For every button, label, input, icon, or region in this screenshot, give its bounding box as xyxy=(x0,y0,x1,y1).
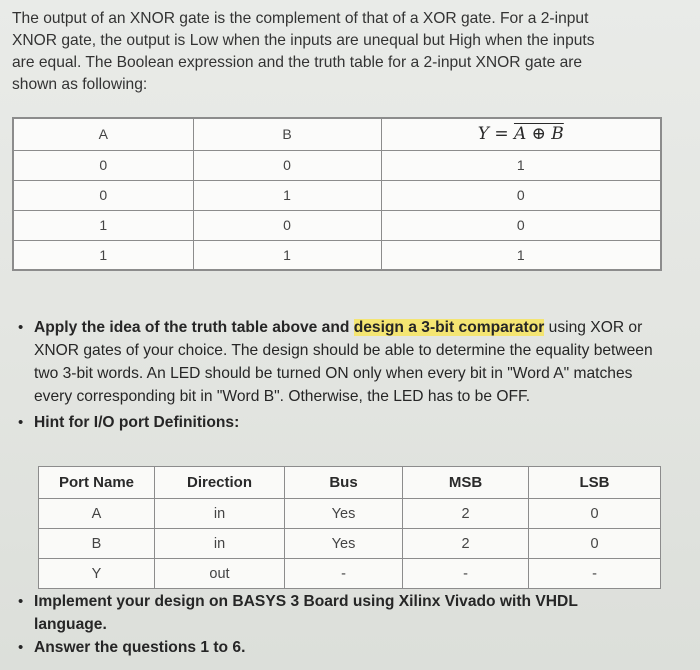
cell: 1 xyxy=(13,210,193,240)
io-table-header xyxy=(39,467,661,499)
bullet-text: Hint for I/O port Definitions: xyxy=(34,414,240,431)
intro-line: are equal. The Boolean expression and the truth table for a 2-input XNOR gate are xyxy=(12,54,583,71)
truth-table-header xyxy=(13,118,661,150)
intro-line: XNOR gate, the output is Low when the inputs are unequal but High when the inputs xyxy=(12,32,595,49)
formula-xnor-expression: A ⊕ B xyxy=(513,124,564,145)
cell: 0 xyxy=(13,180,193,210)
header-cell: Bus xyxy=(285,467,403,499)
bullet-text: language. xyxy=(34,616,107,633)
bullet-text: using XOR or XNOR gates of your choice. The design should be able to determine the equality between two 3-bit words. An LED should be turned ON only when every bit in "Word A" matches every corresponding bit in "Word B". Otherwise, the LED has to be OFF. xyxy=(34,319,653,405)
cell: in xyxy=(155,499,285,529)
bullet-implement xyxy=(16,590,696,636)
cell: - xyxy=(403,559,529,589)
header-a: A xyxy=(13,118,193,150)
header-cell: MSB xyxy=(403,467,529,499)
cell: Yes xyxy=(285,499,403,529)
cell: 1 xyxy=(193,180,381,210)
table-row xyxy=(39,499,661,529)
formula-lhs: Y = xyxy=(477,124,514,145)
cell: 0 xyxy=(13,150,193,180)
cell: 0 xyxy=(529,499,661,529)
xnor-truth-table xyxy=(12,117,662,271)
io-port-table xyxy=(38,466,661,589)
bullet-dot: • xyxy=(18,639,24,656)
cell: 2 xyxy=(403,499,529,529)
cell: 0 xyxy=(193,150,381,180)
table-row xyxy=(13,180,661,210)
bullet-dot: • xyxy=(18,593,24,610)
bullet-text: Answer the questions 1 to 6. xyxy=(34,639,246,656)
cell: - xyxy=(529,559,661,589)
cell: 2 xyxy=(403,529,529,559)
cell: 0 xyxy=(381,180,661,210)
cell: Y xyxy=(39,559,155,589)
header-cell: Port Name xyxy=(39,467,155,499)
table-row xyxy=(13,210,661,240)
intro-line: shown as following: xyxy=(12,76,148,93)
table-row xyxy=(39,559,661,589)
cell: B xyxy=(39,529,155,559)
cell: 0 xyxy=(193,210,381,240)
cell: - xyxy=(285,559,403,589)
bullet-dot: • xyxy=(18,319,24,336)
bullet-dot: • xyxy=(18,414,24,431)
header-b: B xyxy=(193,118,381,150)
cell: in xyxy=(155,529,285,559)
cell: 1 xyxy=(193,240,381,270)
table-row xyxy=(13,150,661,180)
cell: 1 xyxy=(13,240,193,270)
header-cell: LSB xyxy=(529,467,661,499)
header-y-formula xyxy=(381,118,661,150)
header-cell: Direction xyxy=(155,467,285,499)
cell: 0 xyxy=(381,210,661,240)
intro-line: The output of an XNOR gate is the complement of that of a XOR gate. For a 2-input xyxy=(12,10,589,27)
cell: 0 xyxy=(529,529,661,559)
table-row xyxy=(13,240,661,270)
bullet-answer xyxy=(16,636,696,659)
cell: 1 xyxy=(381,150,661,180)
bullet-text: Apply the idea of the truth table above and xyxy=(34,319,354,336)
bullet-design-task xyxy=(16,316,656,408)
cell: Yes xyxy=(285,529,403,559)
table-row xyxy=(39,529,661,559)
cell: A xyxy=(39,499,155,529)
bullet-hint xyxy=(16,411,696,434)
cell: 1 xyxy=(381,240,661,270)
intro-paragraph xyxy=(12,8,684,96)
cell: out xyxy=(155,559,285,589)
highlighted-text: design a 3-bit comparator xyxy=(353,319,545,336)
bullet-list xyxy=(16,316,696,434)
bullet-text: Implement your design on BASYS 3 Board using Xilinx Vivado with VHDL xyxy=(34,593,578,610)
